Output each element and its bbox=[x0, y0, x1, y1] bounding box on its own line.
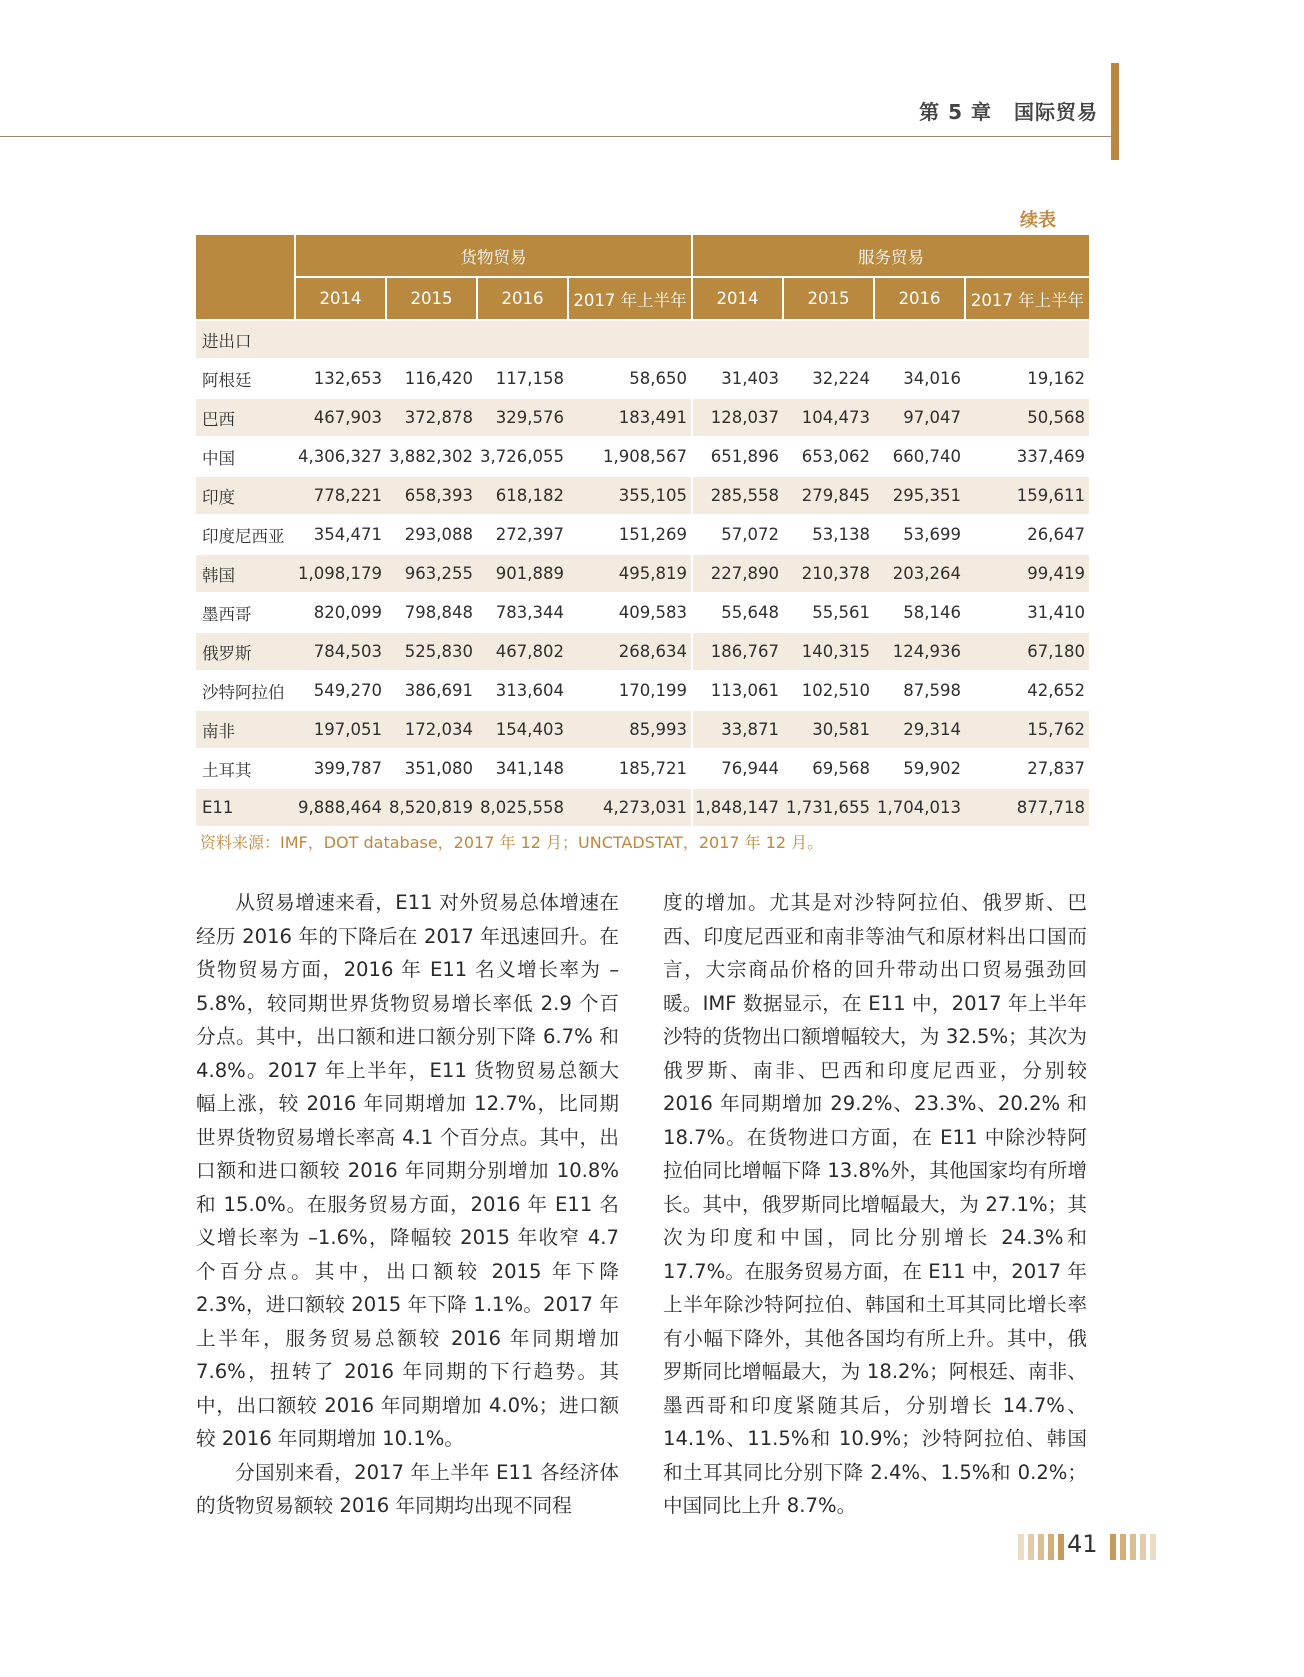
table-cell: 399,787 bbox=[295, 749, 386, 788]
table-cell: 1,704,013 bbox=[874, 788, 965, 827]
table-cell: 58,650 bbox=[568, 359, 692, 398]
table-cell: 53,138 bbox=[783, 515, 874, 554]
table-cell: 783,344 bbox=[477, 593, 568, 632]
row-country-name: 墨西哥 bbox=[196, 593, 295, 632]
table-cell: 295,351 bbox=[874, 476, 965, 515]
table-cell: 33,871 bbox=[692, 710, 783, 749]
table-row bbox=[196, 437, 1089, 476]
row-country-name: 土耳其 bbox=[196, 749, 295, 788]
page-number-decoration-left bbox=[1018, 1534, 1064, 1560]
table-cell: 97,047 bbox=[874, 398, 965, 437]
table-cell: 784,503 bbox=[295, 632, 386, 671]
table-cell: 15,762 bbox=[965, 710, 1089, 749]
table-row bbox=[196, 671, 1089, 710]
table-cell: 124,936 bbox=[874, 632, 965, 671]
table-cell: 337,469 bbox=[965, 437, 1089, 476]
row-country-name: 阿根廷 bbox=[196, 359, 295, 398]
table-continued-label: 续表 bbox=[1020, 210, 1056, 231]
table-cell: 117,158 bbox=[477, 359, 568, 398]
table-cell: 285,558 bbox=[692, 476, 783, 515]
body-paragraph: 分国别来看，2017 年上半年 E11 各经济体的货物贸易额较 2016 年同期均出现不同程 bbox=[196, 1460, 619, 1517]
table-section-row bbox=[196, 320, 1089, 359]
table-cell: 87,598 bbox=[874, 671, 965, 710]
table-cell: 32,224 bbox=[783, 359, 874, 398]
table-cell: 227,890 bbox=[692, 554, 783, 593]
table-cell: 104,473 bbox=[783, 398, 874, 437]
table-cell: 57,072 bbox=[692, 515, 783, 554]
running-header bbox=[919, 96, 1098, 125]
table-cell: 525,830 bbox=[386, 632, 477, 671]
section-label: 进出口 bbox=[196, 320, 1089, 359]
table-cell: 159,611 bbox=[965, 476, 1089, 515]
table-cell: 151,269 bbox=[568, 515, 692, 554]
body-paragraph: 度的增加。尤其是对沙特阿拉伯、俄罗斯、巴西、印度尼西亚和南非等油气和原材料出口国而言，大宗商品价格的回升带动出口贸易强劲回暖。IMF 数据显示，在 E11 中，2017 年上半年沙特的货物出口额增幅较大，为 32.5%；其次为俄罗斯、南非、巴西和印度尼西亚，分别较 2016 年同期增加 29.2%、23.3%、20.2% 和 18.7%。在货物进口方面，在 E11 中除沙特阿拉伯同比增幅下降 13.8%外，其他国家均有所增长。其中，俄罗斯同比增幅最大，为 27.1%；其次为印度和中国，同比分别增长 24.3%和 17.7%。在服务贸易方面，在 E11 中，2017 年上半年除沙特阿拉伯、韩国和土耳其同比增长率有小幅下降外，其他各国均有所上升。其中，俄罗斯同比增幅最大，为 18.2%；阿根廷、南非、墨西哥和印度紧随其后，分别增长 14.7%、14.1%、11.5%和 10.9%；沙特阿拉伯、韩国和土耳其同比分别下降 2.4%、1.5%和 0.2%；中国同比上升 8.7%。 bbox=[663, 891, 1087, 1517]
table-cell: 329,576 bbox=[477, 398, 568, 437]
table-cell: 658,393 bbox=[386, 476, 477, 515]
table-cell: 386,691 bbox=[386, 671, 477, 710]
table-cell: 172,034 bbox=[386, 710, 477, 749]
table-row bbox=[196, 593, 1089, 632]
row-country-name: E11 bbox=[196, 788, 295, 827]
table-cell: 279,845 bbox=[783, 476, 874, 515]
table-cell: 272,397 bbox=[477, 515, 568, 554]
table-cell: 901,889 bbox=[477, 554, 568, 593]
page-number-decoration-right bbox=[1110, 1534, 1156, 1560]
table-cell: 102,510 bbox=[783, 671, 874, 710]
table-cell: 99,419 bbox=[965, 554, 1089, 593]
table-cell: 59,902 bbox=[874, 749, 965, 788]
year-header: 2016 bbox=[477, 277, 568, 320]
table-cell: 140,315 bbox=[783, 632, 874, 671]
row-country-name: 巴西 bbox=[196, 398, 295, 437]
table-cell: 154,403 bbox=[477, 710, 568, 749]
table-cell: 1,848,147 bbox=[692, 788, 783, 827]
year-header: 2016 bbox=[874, 277, 965, 320]
table-cell: 820,099 bbox=[295, 593, 386, 632]
table-cell: 341,148 bbox=[477, 749, 568, 788]
table-cell: 877,718 bbox=[965, 788, 1089, 827]
table-cell: 268,634 bbox=[568, 632, 692, 671]
table-cell: 76,944 bbox=[692, 749, 783, 788]
table-cell: 42,652 bbox=[965, 671, 1089, 710]
table-cell: 50,568 bbox=[965, 398, 1089, 437]
table-cell: 27,837 bbox=[965, 749, 1089, 788]
table-row bbox=[196, 749, 1089, 788]
table-cell: 58,146 bbox=[874, 593, 965, 632]
table-cell: 31,410 bbox=[965, 593, 1089, 632]
table-cell: 8,520,819 bbox=[386, 788, 477, 827]
row-country-name: 俄罗斯 bbox=[196, 632, 295, 671]
table-cell: 351,080 bbox=[386, 749, 477, 788]
table-cell: 55,561 bbox=[783, 593, 874, 632]
table-corner-cell bbox=[196, 235, 295, 320]
table-cell: 651,896 bbox=[692, 437, 783, 476]
table-cell: 313,604 bbox=[477, 671, 568, 710]
table-cell: 210,378 bbox=[783, 554, 874, 593]
table-cell: 3,726,055 bbox=[477, 437, 568, 476]
table-cell: 660,740 bbox=[874, 437, 965, 476]
table-cell: 653,062 bbox=[783, 437, 874, 476]
year-header: 2017 年上半年 bbox=[568, 277, 692, 320]
table-cell: 467,903 bbox=[295, 398, 386, 437]
year-header: 2014 bbox=[295, 277, 386, 320]
table-row bbox=[196, 788, 1089, 827]
body-column-left bbox=[196, 886, 619, 1523]
table-cell: 778,221 bbox=[295, 476, 386, 515]
table-cell: 293,088 bbox=[386, 515, 477, 554]
table-cell: 67,180 bbox=[965, 632, 1089, 671]
table-cell: 183,491 bbox=[568, 398, 692, 437]
table-cell: 116,420 bbox=[386, 359, 477, 398]
table-cell: 3,882,302 bbox=[386, 437, 477, 476]
table-row bbox=[196, 359, 1089, 398]
table-cell: 203,264 bbox=[874, 554, 965, 593]
table-cell: 29,314 bbox=[874, 710, 965, 749]
table-cell: 19,162 bbox=[965, 359, 1089, 398]
table-cell: 4,306,327 bbox=[295, 437, 386, 476]
table-cell: 355,105 bbox=[568, 476, 692, 515]
table-cell: 186,767 bbox=[692, 632, 783, 671]
table-cell: 31,403 bbox=[692, 359, 783, 398]
table-source-note: 资料来源：IMF，DOT database，2017 年 12 月；UNCTADSTAT，2017 年 12 月。 bbox=[200, 833, 824, 852]
table-cell: 34,016 bbox=[874, 359, 965, 398]
row-country-name: 印度 bbox=[196, 476, 295, 515]
table-row bbox=[196, 476, 1089, 515]
table-cell: 113,061 bbox=[692, 671, 783, 710]
table-cell: 85,993 bbox=[568, 710, 692, 749]
header-services-trade: 服务贸易 bbox=[692, 235, 1089, 277]
table-cell: 1,731,655 bbox=[783, 788, 874, 827]
table-cell: 53,699 bbox=[874, 515, 965, 554]
table-cell: 26,647 bbox=[965, 515, 1089, 554]
table-cell: 197,051 bbox=[295, 710, 386, 749]
year-header: 2015 bbox=[386, 277, 477, 320]
table-cell: 170,199 bbox=[568, 671, 692, 710]
table-cell: 495,819 bbox=[568, 554, 692, 593]
trade-table bbox=[196, 235, 1089, 828]
body-paragraph: 从贸易增速来看，E11 对外贸易总体增速在经历 2016 年的下降后在 2017 年迅速回升。在货物贸易方面，2016 年 E11 名义增长率为 –5.8%，较同期世界货物贸易增长率低 2.9 个百分点。其中，出口额和进口额分别下降 6.7% 和 4.8%。2017 年上半年，E11 货物贸易总额大幅上涨，较 2016 年同期增加 12.7%，比同期世界货物贸易增长率高 4.1 个百分点。其中，出口额和进口额较 2016 年同期分别增加 10.8%和 15.0%。在服务贸易方面，2016 年 E11 名义增长率为 –1.6%，降幅较 2015 年收窄 4.7 个百分点。其中，出口额较 2015 年下降 2.3%，进口额较 2015 年下降 1.1%。2017 年上半年，服务贸易总额较 2016 年同期增加 7.6%，扭转了 2016 年同期的下行趋势。其中，出口额较 2016 年同期增加 4.0%；进口额较 2016 年同期增加 10.1%。 bbox=[196, 891, 619, 1450]
table-row bbox=[196, 398, 1089, 437]
year-header: 2015 bbox=[783, 277, 874, 320]
table-cell: 69,568 bbox=[783, 749, 874, 788]
table-cell: 354,471 bbox=[295, 515, 386, 554]
table-cell: 963,255 bbox=[386, 554, 477, 593]
table-cell: 372,878 bbox=[386, 398, 477, 437]
table-cell: 1,098,179 bbox=[295, 554, 386, 593]
chapter-number: 第 5 章 bbox=[919, 100, 992, 124]
table-cell: 467,802 bbox=[477, 632, 568, 671]
table-cell: 618,182 bbox=[477, 476, 568, 515]
table-cell: 9,888,464 bbox=[295, 788, 386, 827]
row-country-name: 韩国 bbox=[196, 554, 295, 593]
year-header: 2014 bbox=[692, 277, 783, 320]
table-row bbox=[196, 710, 1089, 749]
table-row bbox=[196, 515, 1089, 554]
table-cell: 8,025,558 bbox=[477, 788, 568, 827]
header-accent-bar bbox=[1111, 63, 1119, 160]
table-row bbox=[196, 554, 1089, 593]
header-rule bbox=[0, 136, 1118, 137]
chapter-title: 国际贸易 bbox=[1014, 100, 1098, 124]
year-header: 2017 年上半年 bbox=[965, 277, 1089, 320]
row-country-name: 沙特阿拉伯 bbox=[196, 671, 295, 710]
row-country-name: 印度尼西亚 bbox=[196, 515, 295, 554]
table-cell: 409,583 bbox=[568, 593, 692, 632]
table-body bbox=[196, 320, 1089, 827]
table-cell: 549,270 bbox=[295, 671, 386, 710]
table-cell: 798,848 bbox=[386, 593, 477, 632]
body-column-right bbox=[663, 886, 1087, 1523]
table-cell: 185,721 bbox=[568, 749, 692, 788]
header-goods-trade: 货物贸易 bbox=[295, 235, 692, 277]
table-row bbox=[196, 632, 1089, 671]
table-group-header-row bbox=[196, 235, 1089, 277]
table-cell: 132,653 bbox=[295, 359, 386, 398]
table-cell: 30,581 bbox=[783, 710, 874, 749]
table-year-header-row bbox=[196, 277, 1089, 320]
table-cell: 4,273,031 bbox=[568, 788, 692, 827]
row-country-name: 中国 bbox=[196, 437, 295, 476]
row-country-name: 南非 bbox=[196, 710, 295, 749]
page-number: 41 bbox=[1067, 1530, 1098, 1558]
table-cell: 128,037 bbox=[692, 398, 783, 437]
table-cell: 1,908,567 bbox=[568, 437, 692, 476]
table-cell: 55,648 bbox=[692, 593, 783, 632]
